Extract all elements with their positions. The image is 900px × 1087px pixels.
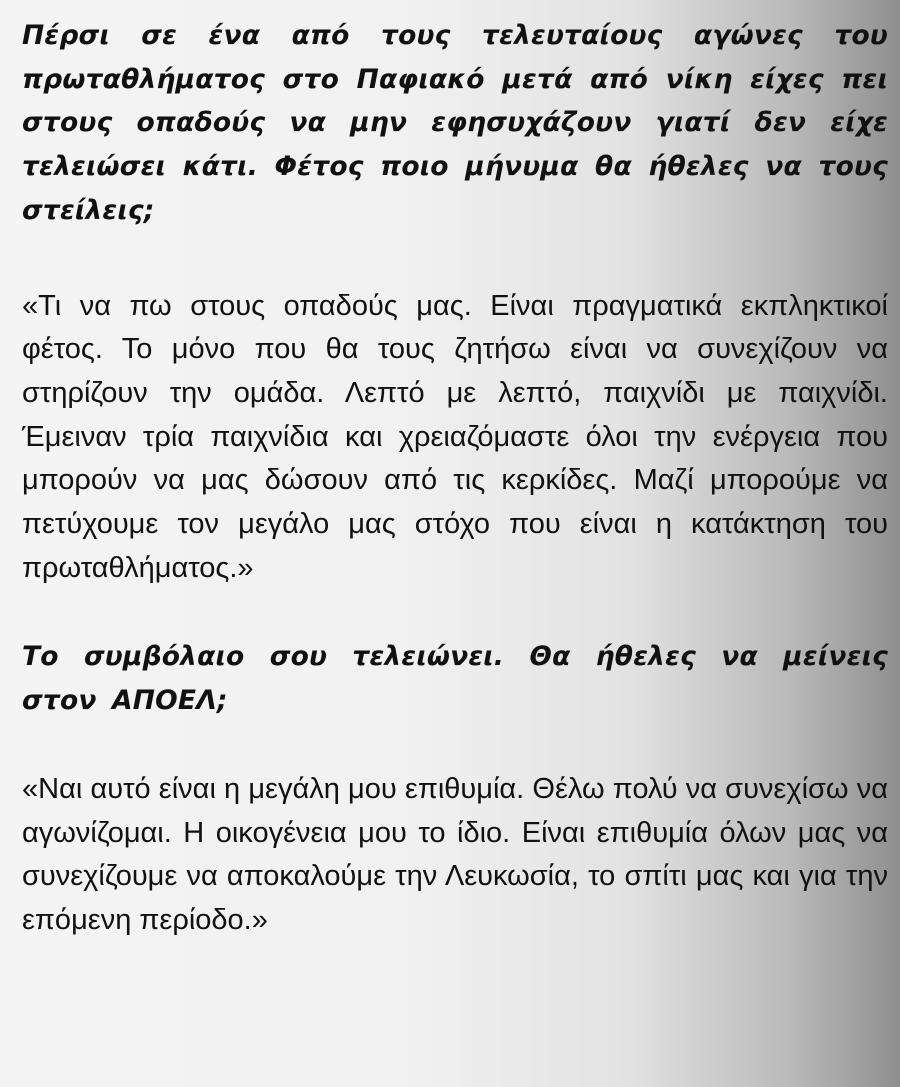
answer-paragraph: «Τι να πω στους οπαδούς μας. Είναι πραγματικά εκπληκτικοί φέτος. Το μόνο που θα τους ζητήσω είναι να συνεχίζουν να στηρίζουν την ομάδα. Λεπτό με λεπτό, παιχνίδι με παιχνίδι. Έμειναν τρία παιχνίδια και χρειαζόμαστε όλοι την ενέργεια που μπορούν να μας δώσουν από τις κερκίδες. Μαζί μπορούμε να πετύχουμε τον μεγάλο μας στόχο που είναι η κατάκτηση του πρωταθλήματος.» [22,289,888,584]
answer-paragraph: «Ναι αυτό είναι η μεγάλη μου επιθυμία. Θέλω πολύ να συνεχίσω να αγωνίζομαι. Η οικογένεια μου το ίδιο. Είναι επιθυμία όλων μας να συνεχίζουμε να αποκαλούμε την Λευκωσία, το σπίτι μας και για την επόμενη περίοδο.» [22,772,888,936]
interview-text [22,10,888,943]
question-paragraph: Το συμβόλαιο σου τελειώνει. Θα ήθελες να μείνεις στον ΑΠΟΕΛ; [22,641,888,717]
question-paragraph: Πέρσι σε ένα από τους τελευταίους αγώνες του πρωταθλήματος στο Παφιακό μετά από νίκη είχες πει στους οπαδούς να μην εφησυχάζουν γιατί δεν είχε τελειώσει κάτι. Φέτος ποιο μήνυμα θα ήθελες να τους στείλεις; [22,20,888,226]
